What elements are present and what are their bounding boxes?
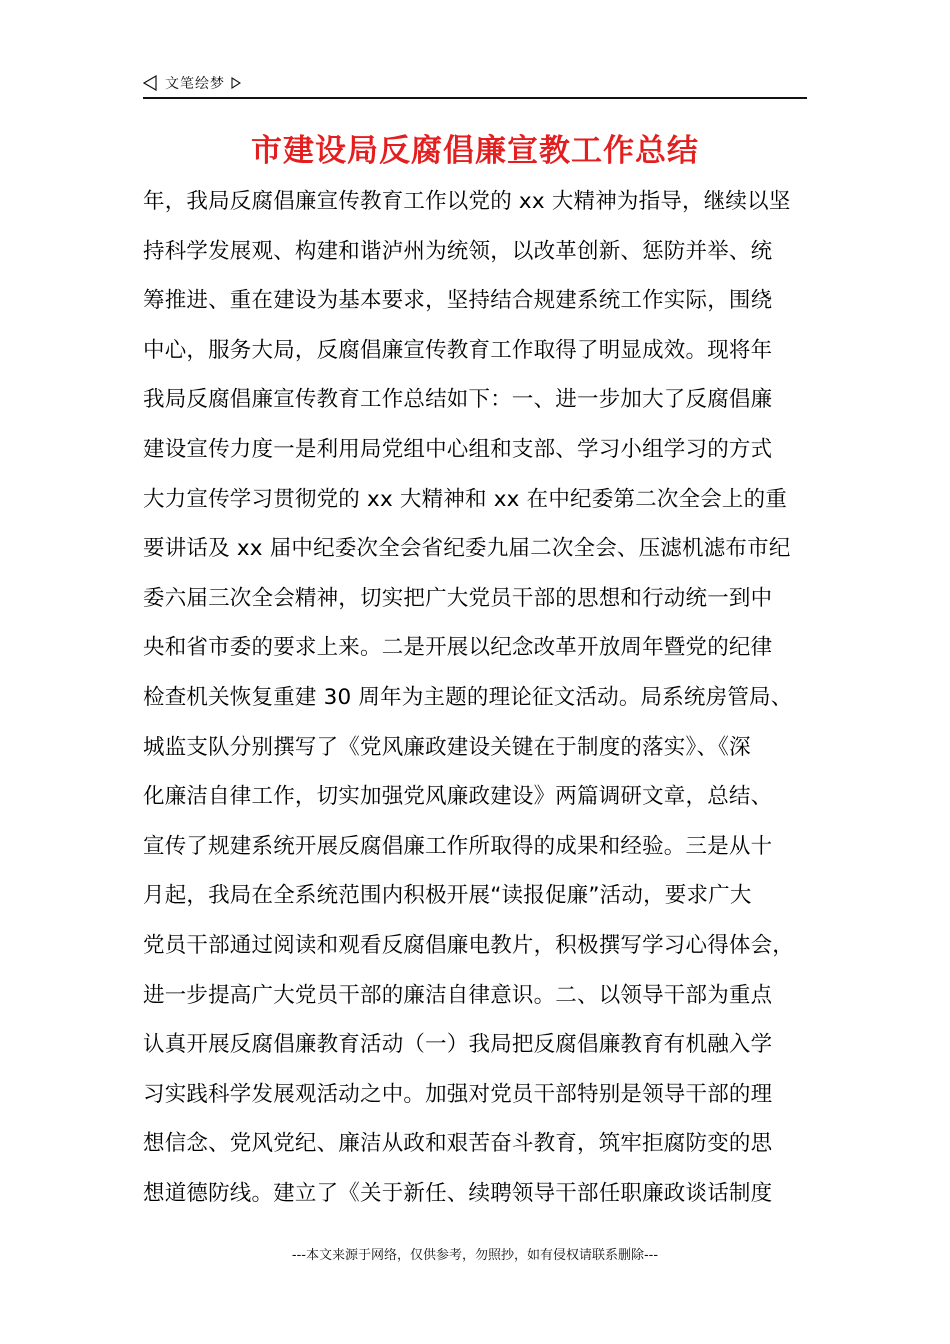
body-line: 进一步提高广大党员干部的廉洁自律意识。二、以领导干部为重点: [143, 982, 773, 1008]
page-footer: ---本文来源于网络，仅供参考，勿照抄，如有侵权请联系删除---: [291, 1248, 659, 1263]
page-header: [143, 70, 807, 96]
body-line: 年，我局反腐倡廉宣传教育工作以党的 xx 大精神为指导，继续以坚: [143, 189, 791, 214]
body-line: 化廉洁自律工作，切实加强党风廉政建设》两篇调研文章，总结、: [143, 784, 773, 810]
body-line: 想道德防线。建立了《关于新任、续聘领导干部任职廉政谈话制度: [143, 1180, 773, 1206]
document-title: 市建设局反腐倡廉宣教工作总结: [251, 133, 699, 169]
body-line: 想信念、党风党纪、廉洁从政和艰苦奋斗教育，筑牢拒腐防变的思: [143, 1131, 773, 1157]
body-line: 党员干部通过阅读和观看反腐倡廉电教片，积极撰写学习心得体会，: [143, 932, 795, 958]
body-line: 要讲话及 xx 届中纪委次全会省纪委九届二次全会、压滤机滤布市纪: [143, 536, 791, 562]
body-line: 大力宣传学习贯彻党的 xx 大精神和 xx 在中纪委第二次全会上的重: [143, 486, 788, 512]
header-divider: [143, 97, 807, 99]
body-line: 认真开展反腐倡廉教育活动（一）我局把反腐倡廉教育有机融入学: [143, 1032, 773, 1058]
body-line: 我局反腐倡廉宣传教育工作总结如下：一、进一步加大了反腐倡廉: [143, 387, 773, 413]
header-brand: 文笔绘梦: [165, 76, 225, 92]
body-line: 检查机关恢复重建 30 周年为主题的理论征文活动。局系统房管局、: [143, 684, 793, 710]
body-line: 委六届三次全会精神，切实把广大党员干部的思想和行动统一到中: [143, 585, 773, 611]
body-line: 宣传了规建系统开展反腐倡廉工作所取得的成果和经验。三是从十: [143, 833, 773, 859]
triangle-right-icon: [231, 77, 241, 89]
body-line: 建设宣传力度一是利用局党组中心组和支部、学习小组学习的方式: [143, 436, 773, 462]
body-line: 习实践科学发展观活动之中。加强对党员干部特别是领导干部的理: [143, 1081, 773, 1107]
body-line: 持科学发展观、构建和谐泸州为统领，以改革创新、惩防并举、统: [143, 238, 773, 264]
body-line: 城监支队分别撰写了《党风廉政建设关键在于制度的落实》、《深: [143, 734, 751, 760]
body-line: 月起，我局在全系统范围内积极开展“读报促廉”活动，要求广大: [143, 883, 752, 909]
document-body: [143, 177, 833, 1218]
body-line: 筹推进、重在建设为基本要求，坚持结合规建系统工作实际，围绕: [143, 288, 773, 314]
body-line: 中心，服务大局，反腐倡廉宣传教育工作取得了明显成效。现将年: [143, 337, 773, 363]
body-line: 央和省市委的要求上来。二是开展以纪念改革开放周年暨党的纪律: [143, 635, 773, 661]
triangle-left-icon: [143, 75, 157, 91]
